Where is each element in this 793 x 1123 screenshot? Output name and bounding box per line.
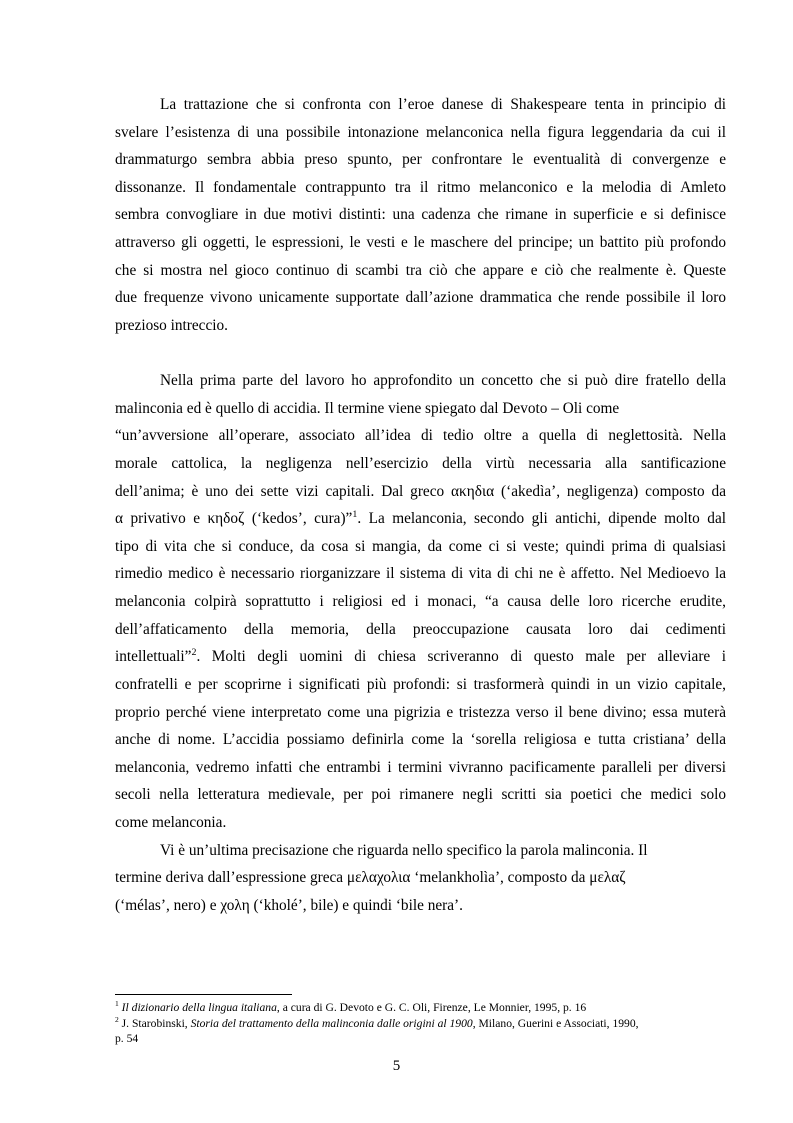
- text-line: tipo di vita che si conduce, da cosa si mangia, da come ci si veste; quindi prima di qualsiasi: [115, 538, 726, 555]
- text-line: sembra convogliare in due motivi distinti: una cadenza che rimane in superficie e si definisce: [115, 206, 726, 223]
- text-line: melanconia, vedremo infatti che entrambi i termini vivranno pacificamente paralleli per diversi: [115, 759, 726, 776]
- footnote-separator: [115, 994, 292, 995]
- text-line: (‘mélas’, nero) e χολη (‘kholé’, bile) e quindi ‘bile nera’.: [115, 897, 463, 914]
- text-line: dell’anima; è uno dei sette vizi capitali. Dal greco ακηδια (‘akedìa’, negligenza) composto da: [115, 483, 726, 500]
- text-line: confratelli e per scoprirne i significati più profondi: si trasformerà quindi in un vizio capitale,: [115, 676, 726, 693]
- text-line: Nella prima parte del lavoro ho approfondito un concetto che si può dire fratello della: [160, 372, 726, 389]
- text-line: proprio perché viene interpretato come una pigrizia e tristezza verso il bene divino; essa muterà: [115, 704, 726, 721]
- footnote-mark: 2: [115, 1015, 119, 1025]
- text-line: malinconia ed è quello di accidia. Il termine viene spiegato dal Devoto – Oli come: [115, 400, 620, 417]
- text-line: dell’affaticamento della memoria, della preoccupazione causata loro dai cedimenti: [115, 621, 726, 638]
- text-line: prezioso intreccio.: [115, 317, 228, 334]
- text-line: che si mostra nel gioco continuo di scambi tra ciò che appare e ciò che realmente è. Queste: [115, 262, 726, 279]
- text-line: “un’avversione all’operare, associato all’idea di tedio oltre a quella di neglettosità. Nella: [115, 427, 726, 444]
- text-line: svelare l’esistenza di una possibile intonazione melanconica nella figura leggendaria da cui il: [115, 124, 726, 141]
- text-line: attraverso gli oggetti, le espressioni, le vesti e le maschere del principe; un battito più profondo: [115, 234, 726, 251]
- footnote-ref-1: 1: [352, 508, 358, 520]
- text-line: secoli nella letteratura medievale, per poi rimanere negli scritti sia poetici che medici solo: [115, 786, 726, 803]
- footnote-ref-2: 2: [191, 646, 197, 658]
- text-line: drammaturgo sembra abbia preso spunto, per confrontare le eventualità di convergenze e: [115, 151, 726, 168]
- text-span: . Molti degli uomini di chiesa scriveranno di questo male per alleviare i: [196, 648, 726, 665]
- text-line: La trattazione che si confronta con l’eroe danese di Shakespeare tenta in principio di: [160, 96, 726, 113]
- footnote-text: , a cura di G. Devoto e G. C. Oli, Firenze, Le Monnier, 1995, p. 16: [276, 1001, 587, 1014]
- footnote-author: J. Starobinski,: [118, 1017, 191, 1030]
- footnote-2-continuation: p. 54: [115, 1032, 139, 1045]
- text-line: due frequenze vivono unicamente supportate dall’azione drammatica che rende possibile il loro: [115, 289, 726, 306]
- footnote-title: Storia del trattamento della malinconia dalle origini al 1900: [190, 1017, 473, 1030]
- text-line: termine deriva dall’espressione greca μελαχολια ‘melankholìa’, composto da μελαζ: [115, 869, 626, 886]
- text-span: . La melanconia, secondo gli antichi, dipende molto dal: [357, 510, 726, 527]
- text-line: anche di nome. L’accidia possiamo definirla come la ‘sorella religiosa e tutta cristiana’ della: [115, 731, 726, 748]
- footnote-text: , Milano, Guerini e Associati, 1990,: [472, 1017, 639, 1030]
- text-line: melanconia colpirà soprattutto i religiosi ed i monaci, “a causa delle loro ricerche erudite,: [115, 593, 726, 610]
- footnote-mark: 1: [115, 999, 119, 1009]
- text-line: [115, 647, 726, 667]
- text-span: α privativo e κηδοζ (‘kedos’, cura)”: [115, 510, 353, 527]
- text-line: [115, 509, 726, 529]
- footnote-1: [115, 1001, 726, 1015]
- text-span: intellettuali”: [115, 648, 192, 665]
- text-line: morale cattolica, la negligenza nell’esercizio della virtù necessaria alla santificazione: [115, 455, 726, 472]
- text-line: come melanconia.: [115, 814, 227, 831]
- page-number: 5: [392, 1058, 401, 1074]
- text-line: dissonanze. Il fondamentale contrappunto tra il ritmo melanconico e la melodia di Amleto: [115, 179, 726, 196]
- text-line: Vi è un’ultima precisazione che riguarda nello specifico la parola malinconia. Il: [160, 842, 648, 859]
- footnote-title: Il dizionario della lingua italiana: [121, 1001, 277, 1014]
- text-line: rimedio medico è necessario riorganizzare il sistema di vita di chi ne è affetto. Nel Medioevo la: [115, 565, 726, 582]
- footnote-2: [115, 1017, 726, 1031]
